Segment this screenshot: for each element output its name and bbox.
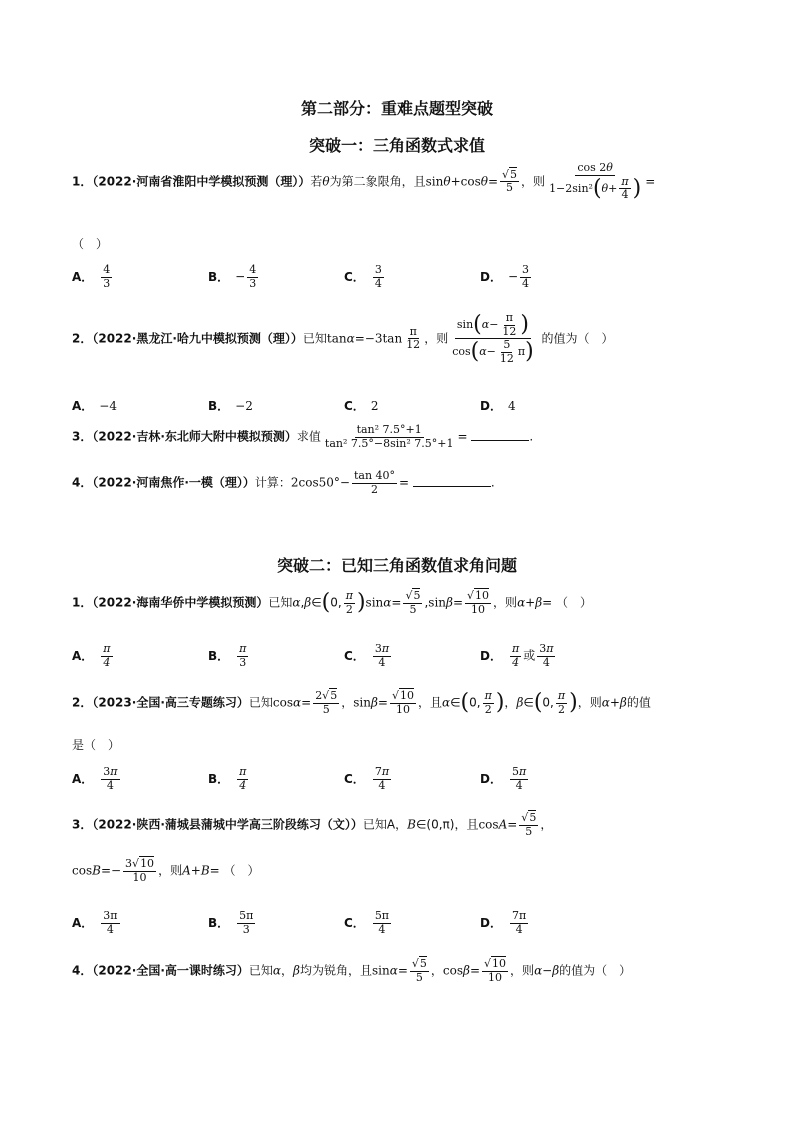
question-text: 已知 — [268, 595, 293, 610]
question-text: 已知 — [302, 331, 327, 346]
question-source: （2022·全国·高一课时练习） — [92, 963, 249, 978]
s2-q1-options: A． $\frac{\pi}{4}$ B． $\frac{\pi}{3}$ C． $\frac{3\pi}{4}$ D． $\frac{\pi}{4}$ 或 $\frac{3\pi}{4}$ — [72, 642, 554, 669]
question-text: （ ） — [556, 595, 593, 610]
option-label: B． — [208, 648, 230, 663]
option-label: C． — [344, 915, 365, 930]
option-label: B． — [208, 399, 230, 413]
option-text: 或 — [523, 648, 536, 663]
question-text: 若 — [310, 174, 323, 189]
question-source: （2022·河南焦作·一模（理）） — [92, 475, 255, 490]
s1-q2-options — [72, 397, 616, 414]
question-number: 4． — [72, 963, 93, 978]
option-label: D． — [480, 771, 502, 786]
question-text: . — [490, 475, 495, 490]
s2-q3-line2: cosB=− $\frac{3√10}{10}$ ，则A+B= （ ） — [72, 857, 260, 884]
question-text: 已知A， — [362, 817, 408, 832]
question-text: ，则 — [577, 695, 602, 710]
question-text: ， — [540, 817, 553, 832]
option-label: C． — [344, 648, 365, 663]
s2-q1: 1．（2022·海南华侨中学模拟预测）已知α,β∈(0, $\frac{\pi}{2}$ )sinα= $\frac{√5}{5}$ ,sinβ= $\frac{√10}{10}$ ，则α+β= （ ） — [72, 589, 593, 616]
option-value: 2 — [370, 399, 379, 413]
option-label: A． — [72, 648, 94, 663]
question-text: ，且 — [454, 817, 479, 832]
s1-q1-paren: （ ） — [72, 237, 109, 251]
question-source: （2022·海南华侨中学模拟预测） — [92, 595, 269, 610]
section1-title: 突破一：三角函数式求值 — [308, 136, 485, 155]
option-label: C． — [344, 399, 365, 413]
question-source: （2022·黑龙江·哈九中模拟预测（理）） — [92, 331, 303, 346]
s1-q1: 1．（2022·河南省淮阳中学模拟预测（理））若θ为第二象限角，且sinθ+cosθ= $\frac{√5}{5}$ ，则 cos 2θ 1−2sin²(θ+ $\frac{\pi}{4}$ ) = — [72, 161, 656, 202]
s2-q2-line2: 是（ ） — [72, 738, 121, 752]
option-label: A． — [72, 269, 94, 284]
question-source: （2022·河南省淮阳中学模拟预测（理）） — [92, 174, 311, 189]
option-label: D． — [480, 648, 502, 663]
question-text: ，则 — [158, 863, 183, 878]
question-text: . — [529, 429, 534, 444]
option-value: −4 — [99, 399, 117, 413]
option-label: C． — [344, 269, 365, 284]
math-fraction: cos 2θ 1−2sin²(θ+ $\frac{\pi}{4}$ ) — [549, 161, 642, 202]
question-text: 已知 — [248, 963, 273, 978]
option-label: D． — [480, 269, 502, 284]
option-label: B． — [208, 915, 230, 930]
answer-blank[interactable] — [471, 440, 529, 441]
question-number: 2． — [72, 331, 93, 346]
s1-q2: 2．（2022·黑龙江·哈九中模拟预测（理））已知tanα=−3tan $\frac{\pi}{12}$ ，则 sin(α− $\frac{\pi}{12}$ ) cos(α− $\frac{5}{12}$ π) 的值为（ ） — [72, 311, 614, 365]
question-text: 均为锐角，且 — [299, 963, 372, 978]
question-text: 的值为（ ） — [559, 963, 632, 978]
option-value: −2 — [235, 399, 253, 413]
s1-q3: 3．（2022·吉林·东北师大附中模拟预测）求值 $\frac{\text{tan² 7.5°+1}}{\text{tan² 7.5°−8sin² 7.5°+1}}$ = . — [72, 423, 534, 450]
s2-q2: 2．（2023·全国·高三专题练习）已知cosα= $\frac{2√5}{5}$ ，sinβ= $\frac{√10}{10}$ ，且α∈(0, $\frac{\pi}{2}$ )，β∈(0, $\frac{\pi}{2}$ )，则α+β的值 — [72, 689, 651, 716]
question-text: ，则 — [510, 963, 535, 978]
question-number: 3． — [72, 817, 93, 832]
question-source: （2023·全国·高三专题练习） — [92, 695, 249, 710]
answer-blank[interactable] — [413, 486, 491, 487]
math-fraction: sin(α− $\frac{\pi}{12}$ ) cos(α− $\frac{5}{12}$ π) — [452, 311, 534, 365]
option-label: A． — [72, 771, 94, 786]
option-value: 4 — [507, 399, 516, 413]
s1-q4: 4．（2022·河南焦作·一模（理））计算：2cos50°− $\frac{\tan 40^\circ}{2}$ = . — [72, 469, 495, 496]
question-text: ，且 — [417, 695, 442, 710]
question-text: ，则 — [424, 331, 449, 346]
question-source: （2022·陕西·蒲城县蒲城中学高三阶段练习（文）） — [92, 817, 363, 832]
option-label: B． — [208, 771, 230, 786]
math-fraction: $\frac{√5}{5}$ — [502, 167, 518, 195]
question-text: 已知 — [248, 695, 273, 710]
question-number: 2． — [72, 695, 93, 710]
question-text: ，则 — [493, 595, 518, 610]
s1-q1-options: A． $\frac{4}{3}$ B． − $\frac{4}{3}$ C． $\frac{3}{4}$ D． − $\frac{3}{4}$ — [72, 263, 530, 290]
question-number: 1． — [72, 595, 93, 610]
option-label: D． — [480, 399, 502, 413]
question-text: 为第二象限角，且 — [329, 174, 426, 189]
option-label: C． — [344, 771, 365, 786]
question-text: 计算： — [254, 475, 291, 490]
question-text: 的值为（ ） — [541, 331, 614, 346]
option-label: D． — [480, 915, 502, 930]
option-label: A． — [72, 399, 94, 413]
question-number: 4． — [72, 475, 93, 490]
s2-q4: 4．（2022·全国·高一课时练习）已知α，β均为锐角，且sinα= $\frac{√5}{5}$ ，cosβ= $\frac{√10}{10}$ ，则α−β的值为（ ） — [72, 957, 632, 984]
question-text: ，则 — [521, 174, 546, 189]
question-text: 的值 — [626, 695, 651, 710]
question-number: 3． — [72, 429, 93, 444]
question-text: 求值 — [296, 429, 321, 444]
option-label: A． — [72, 915, 94, 930]
question-text: ， — [281, 963, 294, 978]
section2-title: 突破二：已知三角函数值求角问题 — [276, 556, 517, 575]
math-expr: sinθ+cosθ= — [425, 174, 499, 189]
question-source: （2022·吉林·东北师大附中模拟预测） — [92, 429, 297, 444]
s2-q2-options: A． $\frac{3\pi}{4}$ B． $\frac{\pi}{4}$ C． $\frac{7\pi}{4}$ D． $\frac{5\pi}{4}$ — [72, 765, 527, 792]
question-text: （ ） — [223, 863, 260, 878]
option-label: B． — [208, 269, 230, 284]
s2-q3-options: A． $\frac{3\pi}{4}$ B． $\frac{5\pi}{3}$ C． $\frac{5\pi}{4}$ D． $\frac{7\pi}{4}$ — [72, 909, 527, 936]
math-theta: θ — [322, 174, 330, 189]
question-number: 1． — [72, 174, 93, 189]
s2-q3: 3．（2022·陕西·蒲城县蒲城中学高三阶段练习（文））已知A，B∈(0,π)，且cosA= $\frac{√5}{5}$ ， — [72, 811, 553, 838]
part-title: 第二部分：重难点题型突破 — [300, 99, 493, 118]
